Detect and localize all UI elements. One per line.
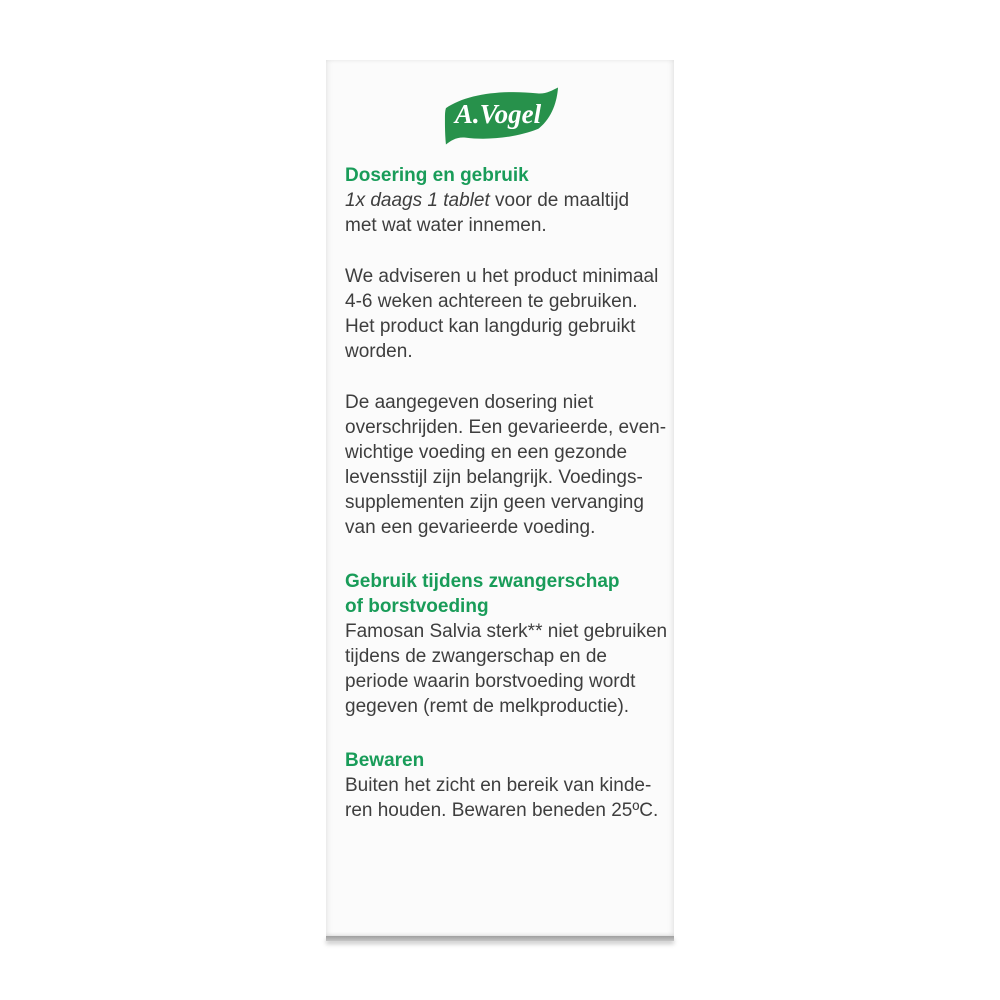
paragraph [345,188,663,238]
italic-text: 1x daags 1 tablet [345,190,490,211]
body-text: We adviseren u het product minimaal [345,266,659,287]
section-heading: Dosering en gebruik [345,165,529,186]
label-section [345,163,667,540]
body-text: Het product kan langdurig gebruikt [345,316,636,337]
body-text: worden. [345,341,413,362]
body-text: gegeven (remt de melkproductie). [345,696,630,717]
text-line [345,644,663,669]
paragraph [345,773,663,823]
text-line [345,515,663,540]
body-text: ren houden. Bewaren beneden 25ºC. [345,800,659,821]
text-line [345,465,663,490]
brand-name: A.Vogel [454,99,542,129]
text-line [345,694,663,719]
section-heading: of borstvoeding [345,596,489,617]
label-text [345,163,668,823]
body-text: wichtige voeding en een gezonde [345,442,628,463]
body-text: periode waarin borstvoeding wordt [345,671,636,692]
text-line [345,669,663,694]
text-line [345,773,663,798]
text-line [345,490,663,515]
body-text: 4-6 weken achtereen te gebruiken. [345,291,638,312]
body-text: van een gevarieerde voeding. [345,517,596,538]
body-text: De aangegeven dosering niet [345,392,594,413]
label-section [345,569,668,719]
paragraph [345,264,663,364]
body-text: Famosan Salvia sterk** niet gebruiken [345,621,668,642]
section-heading: Gebruik tijdens zwangerschap [345,571,620,592]
package-side-panel [326,60,674,936]
text-line [345,415,667,440]
text-line [345,339,663,364]
text-line [345,390,663,415]
body-text: voor de maaltijd [489,190,630,211]
text-line [345,264,663,289]
avogel-logo [442,86,560,146]
text-line [345,798,663,823]
paragraph [345,390,667,540]
label-section [345,748,663,823]
body-text: Buiten het zicht en bereik van kinde- [345,775,652,796]
body-text: supplementen zijn geen vervanging [345,492,644,513]
text-line [345,314,663,339]
paragraph [345,619,668,719]
text-line [345,289,663,314]
text-line [345,440,663,465]
section-heading: Bewaren [345,750,425,771]
text-line [345,619,668,644]
body-text: met wat water innemen. [345,215,547,236]
text-line [345,213,663,238]
text-line [345,188,663,213]
body-text: tijdens de zwangerschap en de [345,646,607,667]
body-text: overschrijden. Een gevarieerde, even- [345,417,667,438]
body-text: levensstijl zijn belangrijk. Voedings- [345,467,643,488]
box-bottom-edge [326,936,674,941]
